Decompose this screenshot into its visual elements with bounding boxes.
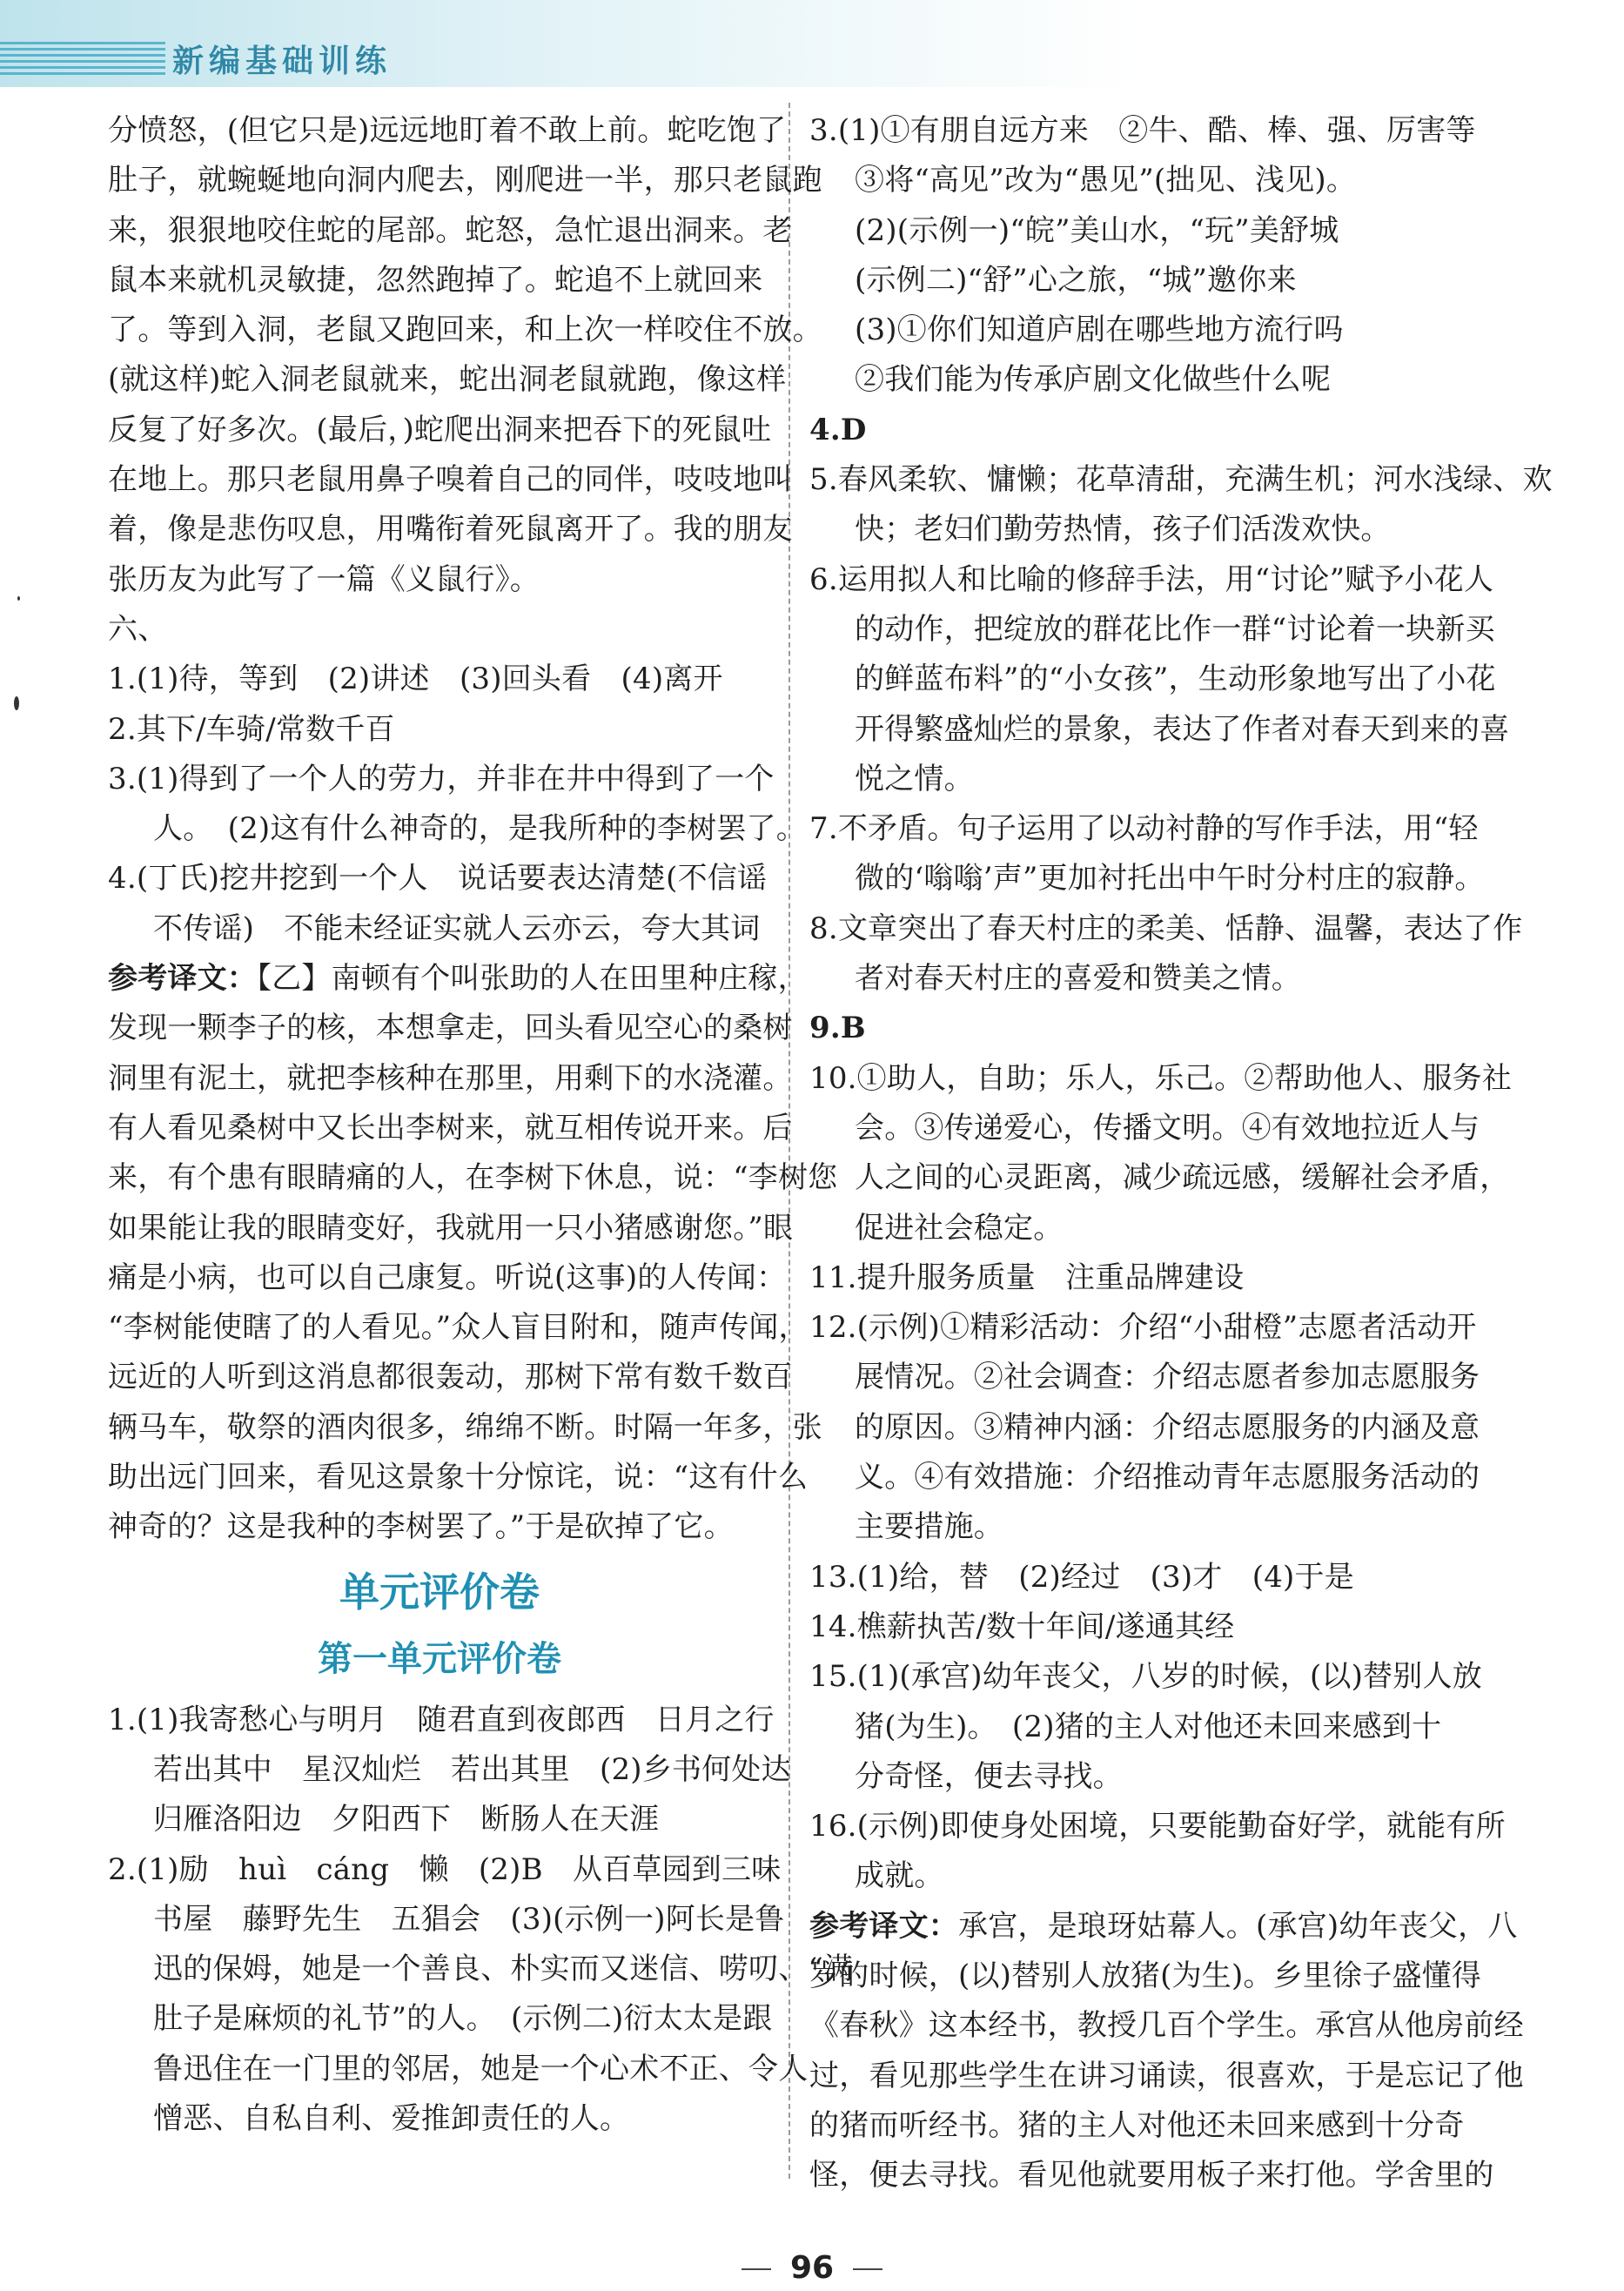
answer-item xyxy=(809,1303,1488,1552)
answer-line: 主要措施。 xyxy=(855,1509,1003,1545)
translation-line: 痛是小病，也可以自己康复。听说(这事)的人传闻： xyxy=(108,1260,787,1295)
passage-line: 了。等到入洞，老鼠又跑回来，和上次一样咬住不放。 xyxy=(108,312,822,348)
translation-line: 辆马车，敬祭的酒肉很多，绵绵不断。时隔一年多，张 xyxy=(108,1409,822,1445)
passage-line: 着，像是悲伤叹息，用嘴衔着死鼠离开了。我的朋友 xyxy=(108,512,793,548)
answer-line: 1.(1)我寄愁心与明月 随君直到夜郎西 日月之行 xyxy=(108,1702,775,1737)
translation-line: 助出远门回来，看见这景象十分惊诧，说：“这有什么 xyxy=(108,1460,809,1495)
answer-line: 分奇怪，便去寻找。 xyxy=(855,1758,1123,1794)
answer-item xyxy=(809,1253,1488,1303)
answer-line: 11.提升服务质量 注重品牌建设 xyxy=(809,1260,1245,1295)
answer-line: ②我们能为传承庐剧文化做些什么呢 xyxy=(855,362,1332,398)
answer-item xyxy=(108,854,771,954)
passage-line: 肚子，就蜿蜒地向洞内爬去，刚爬进一半，那只老鼠跑 xyxy=(108,163,822,198)
answer-item xyxy=(809,1054,1513,1253)
translation-line: 怪，便去寻找。看见他就要用板子来打他。学舍里的 xyxy=(809,2158,1494,2194)
answer-line: 10.①助人，自助；乐人，乐己。②帮助他人、服务社 xyxy=(809,1060,1513,1096)
answer-line: (示例二)“舒”心之旅，“城”邀你来 xyxy=(855,262,1297,298)
answer-line: 归雁洛阳边 夕阳西下 断肠人在天涯 xyxy=(153,1802,660,1838)
translation-line: 岁的时候，(以)替别人放猪(为生)。乡里徐子盛懂得 xyxy=(809,1958,1482,1993)
answer-line: 会。③传递爱心，传播文明。④有效地拉近人与 xyxy=(855,1110,1480,1146)
running-header-title: 新编基础训练 xyxy=(172,40,392,82)
answer-line: 义。④有效措施：介绍推动青年志愿服务活动的 xyxy=(855,1460,1480,1495)
answer-line: 展情况。②社会调查：介绍志愿者参加志愿服务 xyxy=(855,1360,1480,1395)
answer-item xyxy=(809,406,1488,455)
translation-label: 参考译文： xyxy=(809,1908,958,1944)
answer-line: 2.(1)励 huì cáng 懒 (2)B 从百草园到三味 xyxy=(108,1851,782,1887)
answer-item xyxy=(809,106,1488,406)
section-heading: 六、 xyxy=(108,611,168,647)
translation-line: 的猪而听经书。猪的主人对他还未回来感到十分奇 xyxy=(809,2107,1465,2143)
answer-line: 9.B xyxy=(809,1011,866,1046)
answer-item xyxy=(108,755,806,855)
answer-line: 8.文章突出了春天村庄的柔美、恬静、温馨，表达了作 xyxy=(809,910,1523,946)
answer-line: ③将“高见”改为“愚见”(拙见、浅见)。 xyxy=(855,163,1357,198)
margin-mark xyxy=(14,696,19,710)
answer-line: 微的‘嗡嗡’声”更加衬托出中午时分村庄的寂静。 xyxy=(855,861,1485,897)
answer-line: 迅的保姆，她是一个善良、朴实而又迷信、唠叨、“满 xyxy=(153,1952,854,1987)
answer-line: 1.(1)待，等到 (2)讲述 (3)回头看 (4)离开 xyxy=(108,662,723,697)
translation-line: 远近的人听到这消息都很轰动，那树下常有数千数百 xyxy=(108,1360,793,1395)
answer-line: 3.(1)得到了一个人的劳力，并非在井中得到了一个 xyxy=(108,761,775,796)
passage-line: (就这样)蛇入洞老鼠就来，蛇出洞老鼠就跑，像这样 xyxy=(108,362,787,398)
answer-line: 5.春风柔软、慵懒；花草清甜，充满生机；河水浅绿、欢 xyxy=(809,462,1553,498)
answer-line: 的动作，把绽放的群花比作一群“讨论着一块新买 xyxy=(855,611,1495,647)
right-column xyxy=(809,106,1553,2200)
translation-line: “李树能使瞎了的人看见。”众人盲目附和，随声传闻， xyxy=(108,1310,809,1346)
answer-item xyxy=(809,455,1553,555)
answer-line: 14.樵薪执苦/数十年间/遂通其经 xyxy=(809,1609,1235,1644)
answer-item xyxy=(108,655,771,704)
passage-line: 分愤怒，(但它只是)远远地盯着不敢上前。蛇吃饱了 xyxy=(108,113,787,148)
answer-line: 若出其中 星汉灿烂 若出其里 (2)乡书何处达 xyxy=(153,1751,791,1787)
answer-line: 悦之情。 xyxy=(855,761,974,796)
answer-item xyxy=(809,904,1523,1004)
translation-label: 参考译文： xyxy=(108,961,257,997)
passage-line: 反复了好多次。(最后，)蛇爬出洞来把吞下的死鼠吐 xyxy=(108,412,772,447)
translation-line xyxy=(108,954,808,1004)
answer-item xyxy=(809,1004,1488,1053)
translation-line: 发现一颗李子的核，本想拿走，回头看见空心的桑树 xyxy=(108,1011,793,1046)
answer-line: 促进社会稳定。 xyxy=(855,1210,1064,1246)
answer-item xyxy=(108,1845,854,2145)
translation-line: 过，看见那些学生在讲习诵读，很喜欢，于是忘记了他 xyxy=(809,2058,1524,2093)
translation-text: 【乙】南顿有个叫张助的人在田里种庄稼， xyxy=(257,961,808,997)
answer-line: 开得繁盛灿烂的景象，表达了作者对春天到来的喜 xyxy=(855,711,1510,747)
passage-line: 来，狠狠地咬住蛇的尾部。蛇怒，急忙退出洞来。老 xyxy=(108,212,793,248)
translation-line: 神奇的？这是我种的李树罢了。”于是砍掉了它。 xyxy=(108,1509,734,1545)
answer-item xyxy=(809,555,1510,804)
translation-line xyxy=(809,1902,1518,1952)
answer-line: 憎恶、自私自利、爱推卸责任的人。 xyxy=(153,2100,630,2136)
translation-line: 有人看见桑树中又长出李树来，就互相传说开来。后 xyxy=(108,1110,793,1146)
answer-item xyxy=(809,1652,1488,1802)
answer-line: 4.(丁氏)挖井挖到一个人 说话要表达清楚(不信谣 xyxy=(108,861,768,897)
unit-evaluation-title: 单元评价卷 xyxy=(339,1568,540,1616)
margin-mark xyxy=(17,596,20,601)
passage-line: 在地上。那只老鼠用鼻子嗅着自己的同伴，吱吱地叫 xyxy=(108,462,793,498)
answer-line: 鲁迅住在一门里的邻居，她是一个心术不正、令人 xyxy=(153,2051,809,2086)
answer-item xyxy=(809,1602,1488,1652)
answer-line: 6.运用拟人和比喻的修辞手法，用“讨论”赋予小花人 xyxy=(809,561,1494,597)
answer-line: 7.不矛盾。句子运用了以动衬静的写作手法，用“轻 xyxy=(809,811,1479,847)
answer-item xyxy=(809,804,1488,904)
answer-line: 的鲜蓝布料”的“小女孩”，生动形象地写出了小花 xyxy=(855,662,1496,697)
answer-line: 16.(示例)即使身处困境，只要能勤奋好学，就能有所 xyxy=(809,1809,1506,1844)
reference-translation xyxy=(809,1902,1524,2201)
translation-text: 承宫，是琅玡姑幕人。(承宫)幼年丧父，八 xyxy=(958,1908,1518,1944)
answer-line: 人之间的心灵距离，减少疏远感，缓解社会矛盾， xyxy=(855,1160,1510,1196)
answer-line: 4.D xyxy=(809,412,867,447)
answer-item xyxy=(809,1553,1488,1602)
answer-line: 3.(1)①有朋自远方来 ②牛、酷、棒、强、厉害等 xyxy=(809,113,1476,148)
passage-line: 鼠本来就机灵敏捷，忽然跑掉了。蛇追不上就回来 xyxy=(108,262,763,298)
translation-line: 《春秋》这本经书，教授几百个学生。承宫从他房前经 xyxy=(809,2008,1524,2044)
page-number: 96 xyxy=(0,2250,1624,2286)
answer-line: 成就。 xyxy=(855,1858,944,1894)
header-stripes-decoration xyxy=(0,42,165,78)
translation-line: 如果能让我的眼睛变好，我就用一只小猪感谢您。”眼 xyxy=(108,1210,794,1246)
answer-item xyxy=(809,1802,1506,1902)
answer-item xyxy=(108,705,771,755)
answer-line: 快；老妇们勤劳热情，孩子们活泼欢快。 xyxy=(855,512,1391,548)
passage-line: 张历友为此写了一篇《义鼠行》。 xyxy=(108,561,540,597)
answer-line: 15.(1)(承宫)幼年丧父，八岁的时候，(以)替别人放 xyxy=(809,1659,1482,1695)
answer-line: (2)(示例一)“皖”美山水，“玩”美舒城 xyxy=(855,212,1339,248)
answer-line: 不传谣) 不能未经证实就人云亦云，夸大其词 xyxy=(153,910,761,946)
answer-line: (3)①你们知道庐剧在哪些地方流行吗 xyxy=(855,312,1344,348)
translation-line: 来，有个患有眼睛痛的人，在李树下休息，说：“李树您 xyxy=(108,1160,838,1196)
answer-line: 人。 (2)这有什么神奇的，是我所种的李树罢了。 xyxy=(153,811,806,847)
answer-line: 猪(为生)。 (2)猪的主人对他还未回来感到十 xyxy=(855,1709,1442,1744)
answer-line: 书屋 藤野先生 五猖会 (3)(示例一)阿长是鲁 xyxy=(153,1901,785,1937)
answer-line: 的原因。③精神内涵：介绍志愿服务的内涵及意 xyxy=(855,1409,1480,1445)
answer-line: 13.(1)给，替 (2)经过 (3)才 (4)于是 xyxy=(809,1559,1354,1595)
answer-line: 12.(示例)①精彩活动：介绍“小甜橙”志愿者活动开 xyxy=(809,1310,1477,1346)
answer-line: 2.其下/车骑/常数千百 xyxy=(108,711,395,747)
answer-line: 肚子是麻烦的礼节”的人。 (示例二)衍太太是跟 xyxy=(153,2001,773,2037)
answer-line: 者对春天村庄的喜爱和赞美之情。 xyxy=(855,961,1301,997)
unit-one-evaluation-subtitle: 第一单元评价卷 xyxy=(318,1637,561,1679)
answer-item xyxy=(108,1696,791,1845)
translation-line: 洞里有泥土，就把李核种在那里，用剩下的水浇灌。 xyxy=(108,1060,793,1096)
